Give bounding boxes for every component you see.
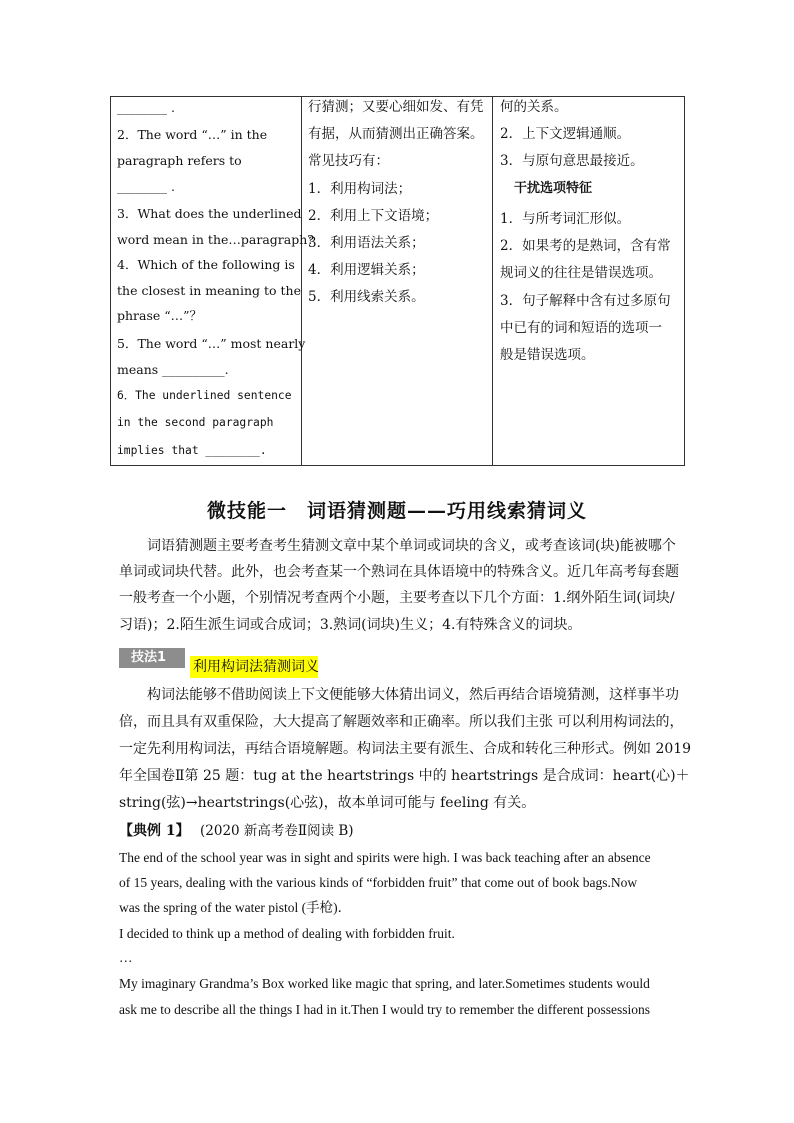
table-line: implies that ________.: [117, 444, 267, 457]
section-title: 微技能一 词语猜测题——巧用线索猜词义: [206, 500, 587, 522]
table-line: 3．句子解释中含有过多原句: [500, 293, 671, 309]
table-line: 2．上下文逻辑通顺。: [500, 126, 631, 142]
table-line: 2．如果考的是熟词，含有常: [500, 238, 671, 254]
table-line: the closest in meaning to the: [117, 283, 301, 298]
table-line: 何的关系。: [500, 99, 568, 115]
table-line: 2．利用上下文语境；: [308, 208, 439, 224]
intro-line: 一般考查一个小题，个别情况考查两个小题，主要考查以下几个方面：1.纲外陌生词(词块/: [119, 590, 675, 606]
table-line: 4．Which of the following is: [117, 257, 295, 272]
technique-label: 利用构词法猜测词义: [193, 659, 319, 675]
passage-line: My imaginary Grandma’s Box worked like magic that spring, and later.Sometimes students would: [119, 976, 650, 991]
example-source: (2020 新高考卷Ⅱ阅读 B): [200, 823, 354, 839]
table-subheading: 干扰选项特征: [514, 181, 593, 196]
technique-line: 倍，而且具有双重保险，大大提高了解题效率和正确率。所以我们主张 可以利用构词法的，: [119, 714, 684, 730]
table-line: 3．利用语法关系；: [308, 235, 425, 251]
table-line: paragraph refers to: [117, 153, 242, 168]
intro-line: 习语)；2.陌生派生词或合成词；3.熟词(词块)生义；4.有特殊含义的词块。: [119, 617, 582, 633]
table-line: in the second paragraph: [117, 416, 274, 429]
table-line: 1．与所考词汇形似。: [500, 211, 631, 227]
table-line: ________ .: [117, 100, 175, 115]
table-line: 有据，从而猜测出正确答案。: [308, 126, 484, 142]
table-line: 行猜测；又要心细如发、有凭: [308, 99, 484, 115]
technique-line: 一定先利用构词法，再结合语境解题。构词法主要有派生、合成和转化三种形式。例如 2019: [119, 741, 692, 757]
table-line: ________ .: [117, 179, 175, 194]
table-line: 4．利用逻辑关系；: [308, 262, 425, 278]
technique-badge: 技法1: [119, 648, 185, 668]
table-line: word mean in the…paragraph?: [117, 232, 314, 247]
passage-line: ask me to describe all the things I had in it.Then I would try to remember the different possessions: [119, 1002, 651, 1017]
table-line: means __________.: [117, 362, 229, 377]
table-line: 般是错误选项。: [500, 347, 595, 363]
table-line: 常见技巧有：: [308, 153, 389, 169]
strategy-table: [110, 96, 685, 466]
technique-line: 构词法能够不借助阅读上下文便能够大体猜出词义，然后再结合语境猜测，这样事半功: [147, 687, 679, 703]
table-line: 5．The word “…” most nearly: [117, 336, 306, 351]
table-line: 2．The word “…” in the: [117, 127, 268, 142]
example-label: 【典例 1】: [119, 823, 190, 839]
table-line: 中已有的词和短语的选项一: [500, 320, 662, 336]
passage-line: …: [119, 950, 133, 965]
table-line: phrase “…”？: [117, 308, 203, 323]
passage-line: of 15 years, dealing with the various kinds of “forbidden fruit” that come out of book bags.Now: [119, 875, 638, 890]
table-line: 5．利用线索关系。: [308, 289, 425, 305]
technique-line: string(弦)→heartstrings(心弦)，故本单词可能与 feeling 有关。: [119, 795, 536, 811]
passage-line: I decided to think up a method of dealing with forbidden fruit.: [119, 926, 455, 941]
table-line: 3．与原句意思最接近。: [500, 153, 644, 169]
table-line: 规词义的往往是错误选项。: [500, 265, 662, 281]
column-divider: [301, 97, 302, 465]
table-line: 3．What does the underlined: [117, 206, 302, 221]
passage-line: The end of the school year was in sight and spirits were high. I was back teaching after an absence: [119, 850, 651, 865]
intro-line: 单词或词块代替。此外，也会考查某一个熟词在具体语境中的特殊含义。近几年高考每套题: [119, 564, 679, 580]
technique-line: 年全国卷Ⅱ第 25 题：tug at the heartstrings 中的 heartstrings 是合成词：heart(心)＋: [119, 768, 690, 784]
intro-line: 词语猜测题主要考查考生猜测文章中某个单词或词块的含义，或考查该词(块)能被哪个: [147, 538, 676, 554]
column-divider: [492, 97, 493, 465]
table-line: 6．The underlined sentence: [117, 389, 292, 402]
table-line: 1．利用构词法；: [308, 181, 412, 197]
passage-line: was the spring of the water pistol (手枪)．: [119, 900, 352, 915]
